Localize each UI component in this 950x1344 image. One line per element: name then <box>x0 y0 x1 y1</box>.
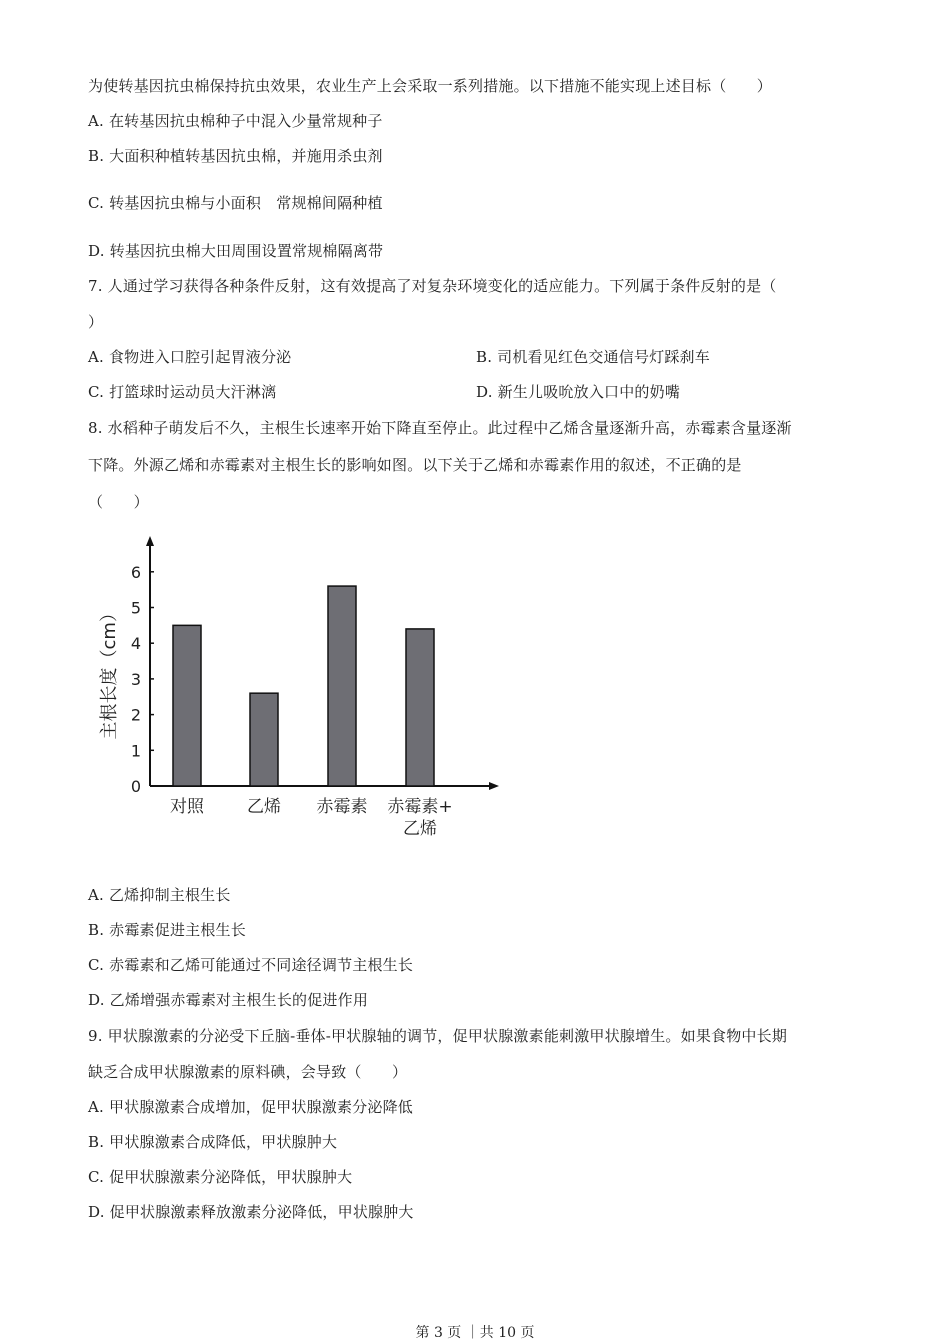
q7-stem-line2: ） <box>88 313 104 331</box>
q8-option-b: B. 赤霉素促进主根生长 <box>88 921 246 939</box>
q7-stem-line1: 7. 人通过学习获得各种条件反射，这有效提高了对复杂环境变化的适应能力。下列属于条件反射的是（ <box>88 277 777 295</box>
y-tick-label: 5 <box>130 598 141 618</box>
q6-option-d: D. 转基因抗虫棉大田周围设置常规棉隔离带 <box>88 242 384 260</box>
chart-bars <box>173 586 434 786</box>
q8-stem-line3: （ ） <box>88 493 149 511</box>
root-length-bar-chart <box>95 530 515 850</box>
q8-option-a: A. 乙烯抑制主根生长 <box>88 886 231 904</box>
bar-0 <box>173 625 201 786</box>
y-tick-label: 0 <box>130 777 141 796</box>
q6-option-c: C. 转基因抗虫棉与小面积 常规棉间隔种植 <box>88 194 383 212</box>
q7-option-a: A. 食物进入口腔引起胃液分泌 <box>88 348 292 366</box>
x-category-label: 乙烯 <box>403 819 437 839</box>
bar-2 <box>328 586 356 786</box>
q6-option-b: B. 大面积种植转基因抗虫棉，并施用杀虫剂 <box>88 147 383 165</box>
q8-stem-line2: 下降。外源乙烯和赤霉素对主根生长的影响如图。以下关于乙烯和赤霉素作用的叙述，不正确的是 <box>88 456 742 474</box>
q7-option-d: D. 新生儿吸吮放入口中的奶嘴 <box>476 383 681 401</box>
q6-stem: 为使转基因抗虫棉保持抗虫效果，农业生产上会采取一系列措施。以下措施不能实现上述目标（ ） <box>88 77 773 95</box>
x-category-label: 对照 <box>170 797 204 817</box>
bar-1 <box>250 693 278 786</box>
q8-option-c: C. 赤霉素和乙烯可能通过不同途径调节主根生长 <box>88 956 414 974</box>
y-tick-label: 6 <box>130 562 141 582</box>
q8-option-d: D. 乙烯增强赤霉素对主根生长的促进作用 <box>88 991 369 1009</box>
q6-option-a: A. 在转基因抗虫棉种子中混入少量常规种子 <box>88 112 383 130</box>
x-category-label: 赤霉素+ <box>387 797 453 817</box>
q9-option-a: A. 甲状腺激素合成增加，促甲状腺激素分泌降低 <box>88 1098 413 1116</box>
x-category-label: 乙烯 <box>247 797 281 817</box>
y-tick-label: 2 <box>130 705 141 725</box>
q9-option-d: D. 促甲状腺激素释放激素分泌降低，甲状腺肿大 <box>88 1203 414 1221</box>
y-tick-label: 1 <box>130 741 141 761</box>
q8-stem-line1: 8. 水稻种子萌发后不久，主根生长速率开始下降直至停止。此过程中乙烯含量逐渐升高，赤霉素含量逐渐 <box>88 419 792 437</box>
page-footer: 第 3 页 ｜共 10 页 <box>415 1325 535 1341</box>
y-tick-label: 3 <box>130 669 141 689</box>
q9-option-b: B. 甲状腺激素合成降低，甲状腺肿大 <box>88 1133 338 1151</box>
y-axis-label: 主根长度（cm） <box>99 604 120 740</box>
q9-stem-line2: 缺乏合成甲状腺激素的原料碘，会导致（ ） <box>88 1063 408 1081</box>
q9-option-c: C. 促甲状腺激素分泌降低，甲状腺肿大 <box>88 1168 353 1186</box>
x-category-label: 赤霉素 <box>316 797 368 817</box>
y-tick-label: 4 <box>130 634 141 654</box>
q7-option-b: B. 司机看见红色交通信号灯踩刹车 <box>476 348 710 366</box>
q9-stem-line1: 9. 甲状腺激素的分泌受下丘脑-垂体-甲状腺轴的调节，促甲状腺激素能刺激甲状腺增生。如果食物中长期 <box>88 1027 788 1045</box>
bar-3 <box>406 629 434 786</box>
q7-option-c: C. 打篮球时运动员大汗淋漓 <box>88 383 277 401</box>
